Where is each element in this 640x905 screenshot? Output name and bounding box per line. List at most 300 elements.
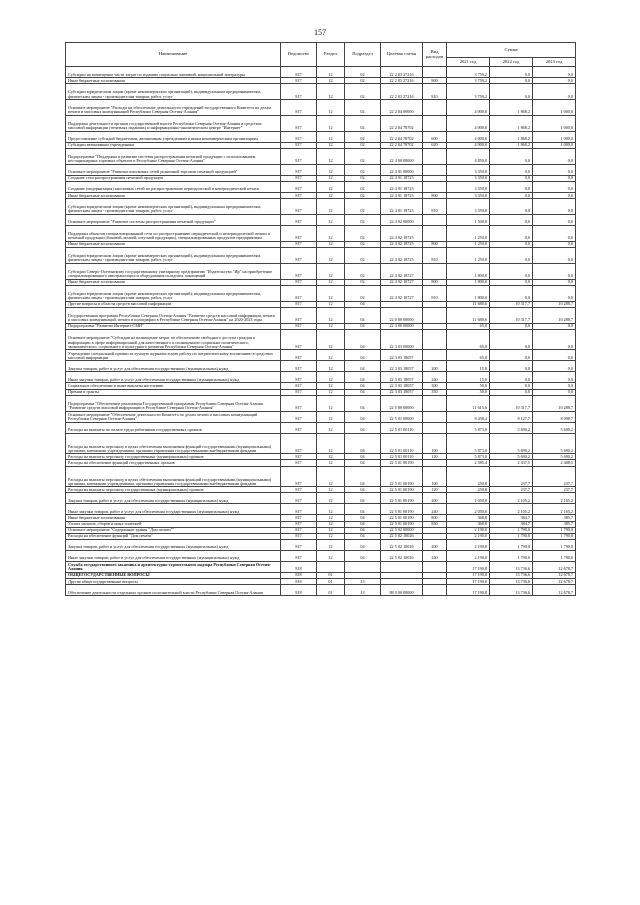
row-vr — [423, 395, 447, 411]
row-podrazdel: 04 — [345, 539, 381, 550]
row-2023: 12 678,7 — [533, 561, 576, 572]
row-razdel: 12 — [317, 241, 345, 247]
row-podrazdel: 02 — [345, 263, 381, 279]
row-ved: 817 — [281, 329, 317, 350]
row-target: 22 3 03 00000 — [381, 329, 423, 350]
row-2023: 5 690,2 — [533, 433, 576, 454]
row-name: Создание сети распространения печатной продукции — [66, 175, 281, 181]
row-ved: 817 — [281, 148, 317, 164]
row-2021: 1 800,0 — [447, 279, 490, 285]
row-2022: 5 690,2 — [490, 454, 533, 460]
row-razdel: 12 — [317, 433, 345, 454]
row-2023: 0,0 — [533, 241, 576, 247]
row-vr: 200 — [423, 361, 447, 372]
table-row — [66, 466, 576, 487]
row-podrazdel: 04 — [345, 301, 381, 307]
row-target: 22 3 03 18057 — [381, 383, 423, 389]
row-vr — [423, 411, 447, 422]
row-name: Расходы на выплаты персоналу государственных (муниципальных) органов — [66, 454, 281, 460]
row-2023: 0,0 — [533, 84, 576, 100]
col-header-2021: 2021 год — [447, 58, 490, 67]
table-row — [66, 361, 576, 372]
row-target: 22 4 02 00000 — [381, 214, 423, 225]
row-vr: 240 — [423, 550, 447, 561]
row-2023: 10 288,7 — [533, 395, 576, 411]
row-vr — [423, 99, 447, 115]
row-2022: 2 437,5 — [490, 460, 533, 466]
row-2022: 10 317,7 — [490, 301, 533, 307]
row-podrazdel: 04 — [345, 383, 381, 389]
row-ved: 817 — [281, 350, 317, 361]
row-2022: 0,0 — [490, 372, 533, 383]
row-target: 22 4 01 18723 — [381, 198, 423, 214]
row-target: 22 5 01 00110 — [381, 422, 423, 433]
row-podrazdel: 04 — [345, 422, 381, 433]
row-razdel: 12 — [317, 247, 345, 263]
row-2021: 65,0 — [447, 329, 490, 350]
row-razdel: 12 — [317, 521, 345, 527]
table-row — [66, 214, 576, 225]
row-2022: 1 868,2 — [490, 115, 533, 131]
row-2023: 2 408,5 — [533, 460, 576, 466]
row-podrazdel: 04 — [345, 323, 381, 329]
row-ved: 817 — [281, 466, 317, 487]
row-vr: 600 — [423, 131, 447, 142]
row-target: 22 5 01 00110 — [381, 433, 423, 454]
row-name: Иные бюджетные ассигнования — [66, 279, 281, 285]
table-row — [66, 263, 576, 279]
row-podrazdel: 04 — [345, 460, 381, 466]
row-vr: 810 — [423, 198, 447, 214]
row-2023: 0,0 — [533, 247, 576, 263]
row-target: 22 4 01 18723 — [381, 192, 423, 198]
row-target: 22 4 01 18723 — [381, 175, 423, 181]
table-row — [66, 584, 576, 595]
row-2021: 4 850,0 — [447, 148, 490, 164]
row-2023: 237,7 — [533, 466, 576, 487]
row-ved: 817 — [281, 550, 317, 561]
row-target: 22 4 02 18725 — [381, 225, 423, 241]
row-2023: 1 000,0 — [533, 115, 576, 131]
row-name: Подпрограмма "Обеспечение реализации Государственной программы Республики Северная Осетия-Алания "Развитие средств массовой информации в Республике Северная Осетия-Алания" — [66, 395, 281, 411]
row-ved: 817 — [281, 527, 317, 533]
row-2023: 8 098,7 — [533, 411, 576, 422]
row-2021: 3 350,0 — [447, 192, 490, 198]
row-target: 22 3 00 00000 — [381, 323, 423, 329]
row-2022: 0,0 — [490, 164, 533, 175]
row-2021: 17 190,8 — [447, 572, 490, 578]
row-razdel: 12 — [317, 550, 345, 561]
row-vr — [423, 561, 447, 572]
row-2022: 237,7 — [490, 487, 533, 493]
row-ved: 817 — [281, 515, 317, 521]
col-header-ved: Ведомство — [281, 43, 317, 67]
row-razdel: 12 — [317, 487, 345, 493]
row-vr — [423, 584, 447, 595]
col-header-2023: 2023 год — [533, 58, 576, 67]
row-podrazdel: 02 — [345, 192, 381, 198]
row-razdel: 12 — [317, 148, 345, 164]
row-podrazdel: 04 — [345, 527, 381, 533]
row-2023: 12 678,7 — [533, 584, 576, 595]
row-name: Поддержка деятельности органов государственной власти Республики Северная Осетия-Алания в средствах массовой информации (печатных изданиях) и информационно-аналитическом центре "Интернет" — [66, 115, 281, 131]
row-vr — [423, 214, 447, 225]
table-row — [66, 164, 576, 175]
row-target: 22 5 01 00190 — [381, 466, 423, 487]
row-2021: 17 190,8 — [447, 584, 490, 595]
row-name: Расходы на обеспечение функций государственных органов — [66, 460, 281, 466]
row-ved: 817 — [281, 247, 317, 263]
row-ved: 817 — [281, 301, 317, 307]
row-razdel: 12 — [317, 515, 345, 521]
row-2021: 65,0 — [447, 350, 490, 361]
row-podrazdel: 04 — [345, 433, 381, 454]
row-2023: 0,0 — [533, 164, 576, 175]
row-ved: 818 — [281, 572, 317, 578]
row-2022: 1 868,2 — [490, 99, 533, 115]
row-2022: 0,0 — [490, 241, 533, 247]
row-2021: 2 190,0 — [447, 539, 490, 550]
row-razdel: 12 — [317, 225, 345, 241]
row-ved: 817 — [281, 198, 317, 214]
row-2023: 12 678,7 — [533, 578, 576, 584]
table-row — [66, 115, 576, 131]
row-ved: 817 — [281, 395, 317, 411]
row-2023: 1 790,0 — [533, 527, 576, 533]
row-razdel: 01 — [317, 584, 345, 595]
row-target — [381, 561, 423, 572]
row-razdel: 12 — [317, 460, 345, 466]
row-target: 22 5 01 00190 — [381, 460, 423, 466]
row-target: 22 5 01 00190 — [381, 521, 423, 527]
row-name: Субсидии юридическим лицам (кроме некоммерческих организаций), индивидуальным предпринимателям, физическим лицам - производителям товаров, работ, услуг — [66, 285, 281, 301]
row-vr — [423, 148, 447, 164]
table-row — [66, 350, 576, 361]
row-2022: 5 690,2 — [490, 422, 533, 433]
row-2023: 0,0 — [533, 361, 576, 372]
row-podrazdel: 02 — [345, 148, 381, 164]
row-name: Основное мероприятие "Развитие системы распространения печатной продукции" — [66, 214, 281, 225]
row-2021: 17 190,8 — [447, 561, 490, 572]
row-vr — [423, 350, 447, 361]
table-row — [66, 99, 576, 115]
row-2021: 3 350,0 — [447, 175, 490, 181]
row-2023: 2 165,2 — [533, 493, 576, 504]
row-2021: 4 000,0 — [447, 142, 490, 148]
row-podrazdel: 02 — [345, 67, 381, 78]
row-2021: 3 350,0 — [447, 164, 490, 175]
row-ved: 817 — [281, 504, 317, 515]
row-podrazdel: 02 — [345, 279, 381, 285]
row-ved: 817 — [281, 389, 317, 395]
row-podrazdel: 04 — [345, 307, 381, 323]
row-2022: 0,0 — [490, 175, 533, 181]
row-2021: 15,0 — [447, 361, 490, 372]
row-podrazdel: 02 — [345, 214, 381, 225]
row-razdel: 12 — [317, 422, 345, 433]
row-name: Субсидии на возмещение части затрат по изданию социально значимой, национальной литературы — [66, 67, 281, 78]
table-row — [66, 198, 576, 214]
col-header-target: Целевая статья — [381, 43, 423, 67]
row-razdel: 12 — [317, 175, 345, 181]
row-razdel: 12 — [317, 350, 345, 361]
col-header-vr: Вид расходов — [423, 43, 447, 67]
row-2022: 2 105,2 — [490, 504, 533, 515]
row-razdel: 12 — [317, 131, 345, 142]
row-vr: 200 — [423, 539, 447, 550]
row-podrazdel: 04 — [345, 372, 381, 383]
row-2021: 1 800,0 — [447, 263, 490, 279]
row-2023: 0,0 — [533, 350, 576, 361]
row-podrazdel: 04 — [345, 329, 381, 350]
col-header-name: Наименование — [66, 43, 281, 67]
row-2022: 0,0 — [490, 329, 533, 350]
row-podrazdel: 02 — [345, 78, 381, 84]
row-podrazdel: 02 — [345, 175, 381, 181]
row-2022: 0,0 — [490, 214, 533, 225]
row-2021: 2 190,0 — [447, 550, 490, 561]
row-name: Обеспечение деятельности отдельных органов исполнительной власти Республики Северная Осетия-Алания — [66, 584, 281, 595]
row-2022: 237,7 — [490, 466, 533, 487]
row-ved: 817 — [281, 67, 317, 78]
row-name: Подпрограмма "Поддержка и развитие системы распространения печатной продукции с использованием нестационарных торговых объектов в Республике Северная Осетия-Алания" — [66, 148, 281, 164]
row-name: Основное мероприятие "Обеспечение деятельности Комитета по делам печати и массовых коммуникаций Республики Северная Осетия-Алания" — [66, 411, 281, 422]
row-razdel: 01 — [317, 572, 345, 578]
row-2022: 0,0 — [490, 192, 533, 198]
row-2022: 1 790,0 — [490, 550, 533, 561]
row-razdel: 12 — [317, 395, 345, 411]
row-podrazdel: 02 — [345, 99, 381, 115]
row-razdel: 12 — [317, 214, 345, 225]
row-2023: 5 690,2 — [533, 454, 576, 460]
row-vr: 810 — [423, 247, 447, 263]
col-header-razdel: Раздел — [317, 43, 345, 67]
row-2022: 13 736,6 — [490, 578, 533, 584]
row-target: 22 4 01 00000 — [381, 164, 423, 175]
row-2021: 65,0 — [447, 323, 490, 329]
row-2022: 1 868,2 — [490, 131, 533, 142]
row-2021: 15,0 — [447, 372, 490, 383]
row-vr: 100 — [423, 433, 447, 454]
row-2021: 3 350,0 — [447, 181, 490, 192]
row-2022: 10 317,7 — [490, 395, 533, 411]
row-razdel: 12 — [317, 99, 345, 115]
row-ved: 817 — [281, 460, 317, 466]
row-podrazdel: 02 — [345, 84, 381, 100]
row-podrazdel: 02 — [345, 198, 381, 214]
row-vr — [423, 225, 447, 241]
row-target: 22 4 02 18725 — [381, 241, 423, 247]
row-2023: 0,0 — [533, 198, 576, 214]
row-razdel: 12 — [317, 329, 345, 350]
row-name: Субсидии автономным учреждениям — [66, 142, 281, 148]
row-name: Другие общегосударственные вопросы — [66, 578, 281, 584]
row-vr — [423, 181, 447, 192]
table-row — [66, 225, 576, 241]
row-2023: 0,0 — [533, 192, 576, 198]
row-ved: 818 — [281, 584, 317, 595]
row-name: Расходы на выплаты по оплате труда работников государственных органов — [66, 422, 281, 433]
row-podrazdel: 02 — [345, 131, 381, 142]
row-razdel: 12 — [317, 389, 345, 395]
row-vr: 350 — [423, 389, 447, 395]
table-row — [66, 433, 576, 454]
row-podrazdel: 04 — [345, 487, 381, 493]
row-name: Субсидии Северо-Осетинскому государственному унитарному предприятию "Издательство "Ир" на приобретение специализированного автотранспорта и оборудования складских помещений — [66, 263, 281, 279]
row-2022: 0,0 — [490, 285, 533, 301]
row-target: 22 5 01 00110 — [381, 454, 423, 460]
row-target: 22 5 01 00190 — [381, 515, 423, 521]
row-2023: 0,0 — [533, 372, 576, 383]
row-name: Расходы на выплаты персоналу государственных (муниципальных) органов — [66, 487, 281, 493]
row-target: 22 0 00 00000 — [381, 307, 423, 323]
row-2023: 0,0 — [533, 329, 576, 350]
row-ved: 817 — [281, 383, 317, 389]
col-header-sum: Сумма — [447, 43, 576, 58]
table-row — [66, 67, 576, 78]
row-target: 22 3 03 18057 — [381, 361, 423, 372]
row-podrazdel: 02 — [345, 225, 381, 241]
budget-table — [65, 42, 576, 596]
row-target: 22 5 01 00190 — [381, 493, 423, 504]
row-2022: 384,7 — [490, 515, 533, 521]
row-name: Другие вопросы в области средств массовой информации — [66, 301, 281, 307]
row-2022: 0,0 — [490, 389, 533, 395]
row-razdel: 12 — [317, 115, 345, 131]
row-target: 22 2 03 27216 — [381, 78, 423, 84]
row-target: 22 4 00 00000 — [381, 148, 423, 164]
row-2021: 1 500,0 — [447, 214, 490, 225]
table-body — [66, 67, 576, 596]
row-name: Субсидии юридическим лицам (кроме некоммерческих организаций), индивидуальным предпринимателям, физическим лицам - производителям товаров, работ, услуг — [66, 198, 281, 214]
row-2023: 0,0 — [533, 323, 576, 329]
row-2021: 2 050,0 — [447, 493, 490, 504]
row-name: Основное мероприятие "Содержание здания "Дом печати"" — [66, 527, 281, 533]
row-2021: 1 800,0 — [447, 285, 490, 301]
row-2022: 10 317,7 — [490, 307, 533, 323]
row-ved: 817 — [281, 533, 317, 539]
row-ved: 817 — [281, 361, 317, 372]
row-razdel: 12 — [317, 533, 345, 539]
row-2021: 2 050,0 — [447, 504, 490, 515]
row-target: 22 4 02 18725 — [381, 247, 423, 263]
row-2021: 4 000,0 — [447, 99, 490, 115]
row-target: 22 5 02 00000 — [381, 527, 423, 533]
row-target: 22 4 01 18723 — [381, 181, 423, 192]
row-ved: 817 — [281, 307, 317, 323]
row-2021: 4 000,0 — [447, 131, 490, 142]
row-2023: 0,0 — [533, 214, 576, 225]
row-razdel: 12 — [317, 84, 345, 100]
row-vr: 300 — [423, 383, 447, 389]
row-podrazdel: 04 — [345, 411, 381, 422]
row-2023: 2 165,2 — [533, 504, 576, 515]
row-2022: 0,0 — [490, 383, 533, 389]
row-2023: 0,0 — [533, 175, 576, 181]
row-2023: 1 000,0 — [533, 131, 576, 142]
row-2023: 0,0 — [533, 263, 576, 279]
row-2021: 50,0 — [447, 389, 490, 395]
row-2022: 0,0 — [490, 350, 533, 361]
row-2022: 0,0 — [490, 279, 533, 285]
row-2021: 50,0 — [447, 383, 490, 389]
row-vr: 800 — [423, 78, 447, 84]
row-podrazdel: 02 — [345, 115, 381, 131]
row-podrazdel: 02 — [345, 247, 381, 263]
row-ved: 817 — [281, 493, 317, 504]
row-target: 22 2 04 78702 — [381, 115, 423, 131]
row-vr — [423, 307, 447, 323]
row-vr — [423, 164, 447, 175]
row-podrazdel: 04 — [345, 550, 381, 561]
row-name: Учреждение специальной премии за лучшую журналистскую работу по патриотическому воспитанию в средствах массовой информации — [66, 350, 281, 361]
row-2022: 0,0 — [490, 263, 533, 279]
row-2021: 2 585,4 — [447, 460, 490, 466]
row-name: Иные бюджетные ассигнования — [66, 241, 281, 247]
row-name: Предоставление субсидий бюджетным, автономным учреждениям и иным некоммерческим организациям — [66, 131, 281, 142]
table-row — [66, 329, 576, 350]
row-vr: 800 — [423, 192, 447, 198]
row-2023: 1 790,0 — [533, 533, 576, 539]
row-ved: 818 — [281, 561, 317, 572]
row-podrazdel: 04 — [345, 493, 381, 504]
row-target: 88 0 00 00000 — [381, 584, 423, 595]
row-name: Субсидии юридическим лицам (кроме некоммерческих организаций), индивидуальным предпринимателям, физическим лицам - производителям товаров, работ, услуг — [66, 247, 281, 263]
row-2021: 3 759,2 — [447, 84, 490, 100]
row-target: 22 3 03 18057 — [381, 350, 423, 361]
row-2021: 3 759,2 — [447, 78, 490, 84]
table-row — [66, 493, 576, 504]
row-razdel: 12 — [317, 466, 345, 487]
row-2021: 1 250,0 — [447, 241, 490, 247]
row-target: 22 4 02 18727 — [381, 263, 423, 279]
row-podrazdel: 04 — [345, 533, 381, 539]
row-2022: 2 105,2 — [490, 493, 533, 504]
row-razdel: 12 — [317, 361, 345, 372]
row-target: 22 5 02 10026 — [381, 550, 423, 561]
row-ved: 817 — [281, 164, 317, 175]
row-target: 22 5 01 00000 — [381, 411, 423, 422]
row-name: Субсидии юридическим лицам (кроме некоммерческих организаций), индивидуальным предпринимателям, физическим лицам - производителям товаров, работ, услуг — [66, 84, 281, 100]
row-2023: 10 288,7 — [533, 307, 576, 323]
row-razdel: 01 — [317, 578, 345, 584]
row-ved: 817 — [281, 225, 317, 241]
row-razdel: 12 — [317, 493, 345, 504]
row-vr: 200 — [423, 493, 447, 504]
row-2023: 5 690,2 — [533, 422, 576, 433]
row-name: Иные бюджетные ассигнования — [66, 515, 281, 521]
row-razdel: 12 — [317, 307, 345, 323]
row-target: 22 5 02 10026 — [381, 533, 423, 539]
row-name: Закупка товаров, работ и услуг для обеспечения государственных (муниципальных) нужд — [66, 361, 281, 372]
row-2021: 3 350,0 — [447, 198, 490, 214]
row-2023: 0,0 — [533, 285, 576, 301]
row-2022: 13 736,6 — [490, 584, 533, 595]
table-row — [66, 422, 576, 433]
row-2022: 384,7 — [490, 521, 533, 527]
row-name: Закупка товаров, работ и услуг для обеспечения государственных (муниципальных) нужд — [66, 539, 281, 550]
row-name: Расходы на выплаты персоналу в целях обеспечения выполнения функций государственными (муниципальными) органами, казенными учреждениями, органами управления государственными внебюджетными фондами — [66, 466, 281, 487]
row-vr: 120 — [423, 454, 447, 460]
row-vr: 620 — [423, 142, 447, 148]
row-ved: 817 — [281, 285, 317, 301]
row-2023: 1 000,0 — [533, 142, 576, 148]
row-2021: 1 250,0 — [447, 247, 490, 263]
row-2022: 1 790,0 — [490, 539, 533, 550]
row-name: Иные бюджетные ассигнования — [66, 78, 281, 84]
row-2023: 237,7 — [533, 487, 576, 493]
row-2022: 13 736,6 — [490, 572, 533, 578]
